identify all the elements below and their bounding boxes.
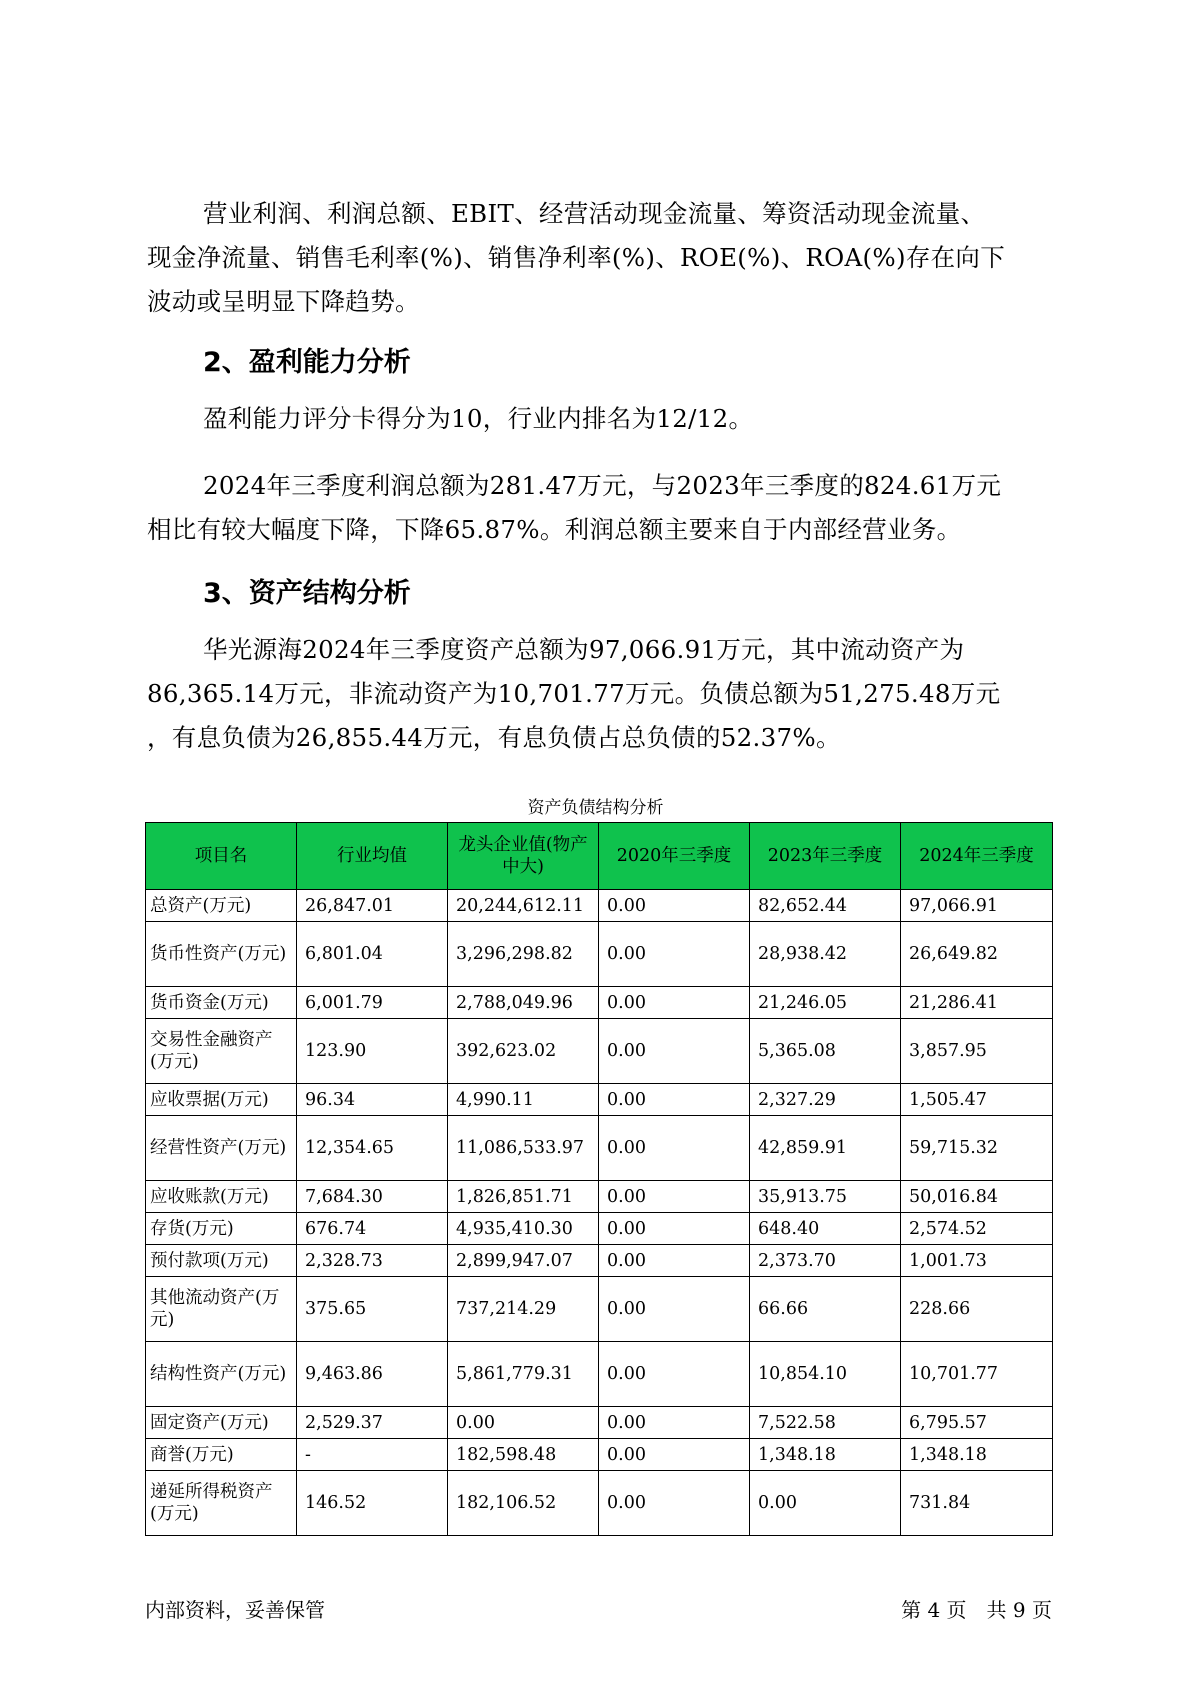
table-cell: 1,505.47	[901, 1084, 1053, 1116]
footer-page-number: 第 4 页 共 9 页	[901, 1598, 1052, 1622]
row-label: 总资产(万元)	[146, 890, 297, 922]
table-cell: 7,684.30	[297, 1181, 448, 1213]
table-row	[146, 1213, 1053, 1245]
row-label: 交易性金融资产(万元)	[146, 1019, 297, 1084]
table-cell: 731.84	[901, 1471, 1053, 1536]
header-cell: 龙头企业值(物产中大)	[448, 823, 599, 890]
table-row	[146, 987, 1053, 1019]
table-cell: 1,348.18	[901, 1439, 1053, 1471]
table-cell: 2,327.29	[750, 1084, 901, 1116]
table-cell: 96.34	[297, 1084, 448, 1116]
table-cell: 2,328.73	[297, 1245, 448, 1277]
table-row	[146, 1245, 1053, 1277]
row-label: 结构性资产(万元)	[146, 1342, 297, 1407]
row-label: 应收账款(万元)	[146, 1181, 297, 1213]
paragraph-total-profit: 2024年三季度利润总额为281.47万元，与2023年三季度的824.61万元 相比有较大幅度下降，下降65.87%。利润总额主要来自于内部经营业务。	[147, 471, 1002, 544]
table-header-row	[146, 823, 1053, 890]
table-cell: 6,795.57	[901, 1407, 1053, 1439]
row-label: 预付款项(万元)	[146, 1245, 297, 1277]
header-cell: 2020年三季度	[599, 823, 750, 890]
table-cell: 50,016.84	[901, 1181, 1053, 1213]
table-cell: 21,246.05	[750, 987, 901, 1019]
table-cell: 3,857.95	[901, 1019, 1053, 1084]
table-row	[146, 890, 1053, 922]
table-cell: 42,859.91	[750, 1116, 901, 1181]
table-row	[146, 1277, 1053, 1342]
table-cell: 182,106.52	[448, 1471, 599, 1536]
header-cell: 2024年三季度	[901, 823, 1053, 890]
table-cell: 66.66	[750, 1277, 901, 1342]
table-cell: 12,354.65	[297, 1116, 448, 1181]
table-cell: 26,649.82	[901, 922, 1053, 987]
table-row	[146, 1084, 1053, 1116]
table-cell: 0.00	[599, 1342, 750, 1407]
table-cell: 0.00	[599, 1245, 750, 1277]
table-cell: 7,522.58	[750, 1407, 901, 1439]
table-row	[146, 922, 1053, 987]
table-cell: 0.00	[599, 1181, 750, 1213]
table-cell: 10,701.77	[901, 1342, 1053, 1407]
row-label: 存货(万元)	[146, 1213, 297, 1245]
table-cell: 20,244,612.11	[448, 890, 599, 922]
table-row	[146, 1439, 1053, 1471]
paragraph-trend: 营业利润、利润总额、EBIT、经营活动现金流量、筹资活动现金流量、 现金净流量、销售毛利率(%)、销售净利率(%)、ROE(%)、ROA(%)存在向下 波动或呈明显下降趋势。	[147, 199, 1006, 316]
row-label: 递延所得税资产(万元)	[146, 1471, 297, 1536]
table-cell: 1,826,851.71	[448, 1181, 599, 1213]
table-cell: 228.66	[901, 1277, 1053, 1342]
table-cell: 1,348.18	[750, 1439, 901, 1471]
row-label: 经营性资产(万元)	[146, 1116, 297, 1181]
table-cell: 0.00	[599, 1277, 750, 1342]
table-cell: 123.90	[297, 1019, 448, 1084]
table-cell: 0.00	[448, 1407, 599, 1439]
table-cell: 6,801.04	[297, 922, 448, 987]
row-label: 应收票据(万元)	[146, 1084, 297, 1116]
table-cell: 1,001.73	[901, 1245, 1053, 1277]
footer-confidential: 内部资料，妥善保管	[145, 1598, 325, 1622]
table-cell: 0.00	[599, 1213, 750, 1245]
table-cell: 2,574.52	[901, 1213, 1053, 1245]
table-row	[146, 1471, 1053, 1536]
table-cell: 182,598.48	[448, 1439, 599, 1471]
header-cell: 项目名	[146, 823, 297, 890]
table-cell: 146.52	[297, 1471, 448, 1536]
table-cell: 0.00	[599, 1439, 750, 1471]
table-cell: 2,788,049.96	[448, 987, 599, 1019]
table-cell: 0.00	[599, 1019, 750, 1084]
table-cell: 3,296,298.82	[448, 922, 599, 987]
table-cell: 0.00	[599, 922, 750, 987]
table-cell: 9,463.86	[297, 1342, 448, 1407]
table-cell: 0.00	[599, 1407, 750, 1439]
table-cell: 0.00	[599, 1084, 750, 1116]
paragraph-profit-score: 盈利能力评分卡得分为10，行业内排名为12/12。	[203, 404, 754, 433]
row-label: 商誉(万元)	[146, 1439, 297, 1471]
table-cell: 28,938.42	[750, 922, 901, 987]
table-cell: 26,847.01	[297, 890, 448, 922]
table-cell: 392,623.02	[448, 1019, 599, 1084]
header-cell: 行业均值	[297, 823, 448, 890]
table-cell: -	[297, 1439, 448, 1471]
heading-profitability: 2、盈利能力分析	[203, 347, 411, 378]
table-cell: 97,066.91	[901, 890, 1053, 922]
table-row	[146, 1342, 1053, 1407]
table-row	[146, 1116, 1053, 1181]
table-cell: 676.74	[297, 1213, 448, 1245]
table-cell: 5,861,779.31	[448, 1342, 599, 1407]
row-label: 货币性资产(万元)	[146, 922, 297, 987]
table-cell: 4,990.11	[448, 1084, 599, 1116]
balance-sheet-table	[145, 822, 1053, 1536]
table-row	[146, 1019, 1053, 1084]
table-cell: 0.00	[599, 1116, 750, 1181]
table-row	[146, 1407, 1053, 1439]
table-cell: 648.40	[750, 1213, 901, 1245]
table-cell: 21,286.41	[901, 987, 1053, 1019]
table-cell: 2,373.70	[750, 1245, 901, 1277]
row-label: 货币资金(万元)	[146, 987, 297, 1019]
table-cell: 82,652.44	[750, 890, 901, 922]
table-cell: 35,913.75	[750, 1181, 901, 1213]
row-label: 其他流动资产(万元)	[146, 1277, 297, 1342]
heading-asset-structure: 3、资产结构分析	[203, 578, 411, 609]
table-cell: 6,001.79	[297, 987, 448, 1019]
table-cell: 5,365.08	[750, 1019, 901, 1084]
table-cell: 10,854.10	[750, 1342, 901, 1407]
table-caption: 资产负债结构分析	[527, 798, 664, 818]
table-cell: 4,935,410.30	[448, 1213, 599, 1245]
table-cell: 737,214.29	[448, 1277, 599, 1342]
table-row	[146, 1181, 1053, 1213]
paragraph-asset-structure: 华光源海2024年三季度资产总额为97,066.91万元，其中流动资产为 86,365.14万元，非流动资产为10,701.77万元。负债总额为51,275.48万元 ，有息负债为26,855.44万元，有息负债占总负债的52.37%。	[147, 635, 1001, 752]
table-cell: 375.65	[297, 1277, 448, 1342]
table-cell: 2,899,947.07	[448, 1245, 599, 1277]
row-label: 固定资产(万元)	[146, 1407, 297, 1439]
table-cell: 0.00	[599, 1471, 750, 1536]
table-cell: 0.00	[750, 1471, 901, 1536]
table-cell: 0.00	[599, 890, 750, 922]
table-cell: 0.00	[599, 987, 750, 1019]
table-cell: 2,529.37	[297, 1407, 448, 1439]
table-cell: 11,086,533.97	[448, 1116, 599, 1181]
header-cell: 2023年三季度	[750, 823, 901, 890]
table-cell: 59,715.32	[901, 1116, 1053, 1181]
